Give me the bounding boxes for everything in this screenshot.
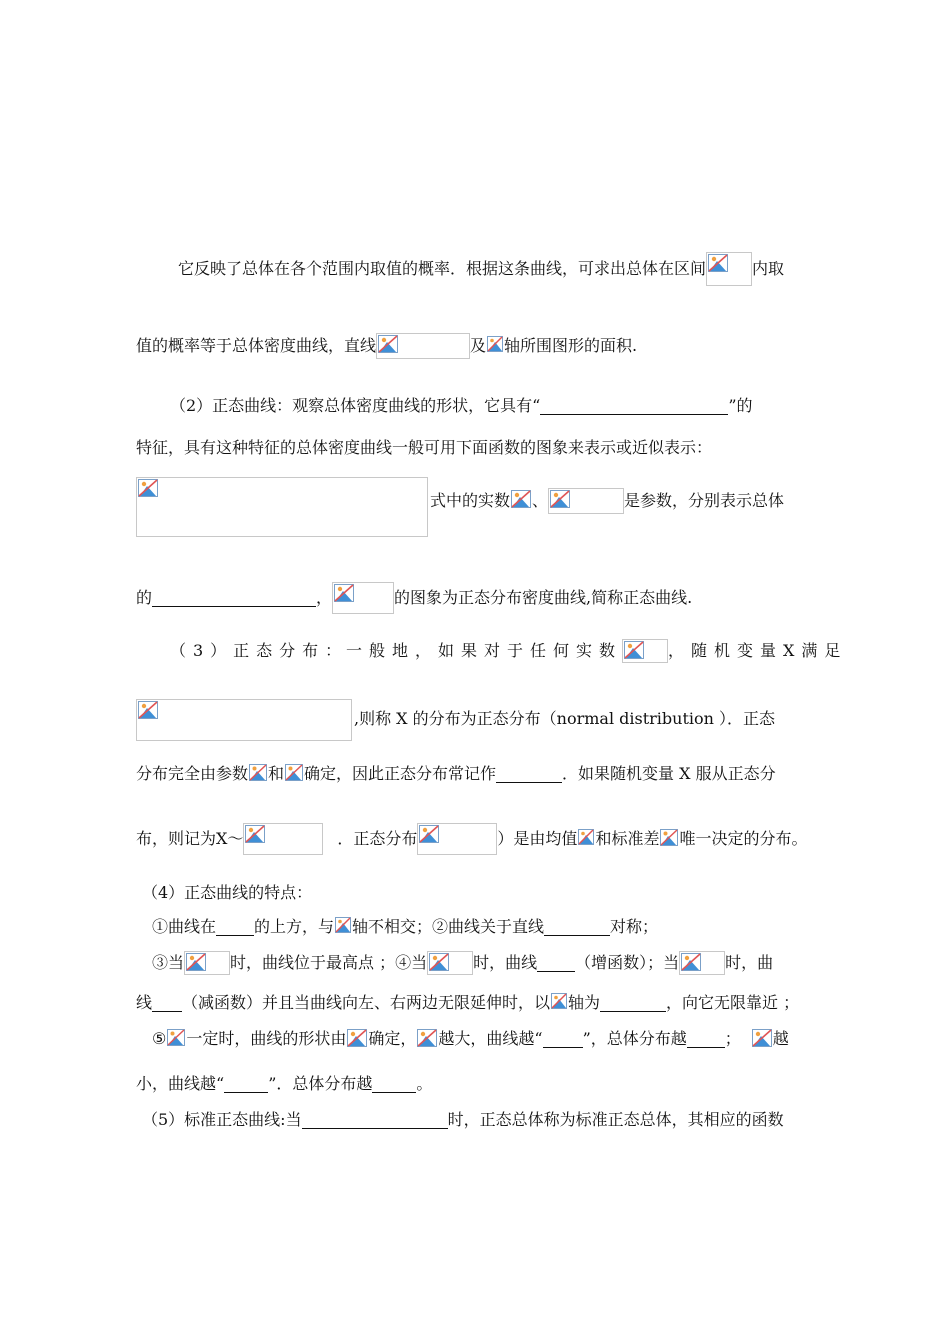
text: 分布完全由参数 [136, 763, 249, 783]
text: ”．总体分布越 [268, 1073, 373, 1093]
text: ”的 [728, 395, 753, 415]
text: 越大，曲线越“ [438, 1028, 543, 1048]
row-11 [142, 880, 312, 905]
broken-image-icon [708, 254, 728, 272]
broken-image-icon [752, 1029, 772, 1047]
text: 。 [416, 1073, 433, 1093]
sigma-image-placeholder [284, 763, 304, 785]
mu-image-placeholder [510, 489, 532, 513]
broken-image-icon [138, 479, 158, 497]
broken-image-icon [429, 953, 449, 971]
broken-image-icon [335, 917, 351, 933]
sigma-image-placeholder [548, 488, 624, 514]
text: 是参数，分别表示总体 [624, 491, 785, 510]
broken-image-icon [378, 335, 398, 353]
text: 它反映了总体在各个范围内取值的概率．根据这条曲线，可求出总体在区间 [178, 259, 707, 278]
broken-image-icon [551, 993, 567, 1009]
sigma-image-placeholder [751, 1028, 773, 1050]
text: 轴所围图形的面积. [504, 336, 638, 355]
broken-image-icon [419, 825, 439, 843]
mean-image-placeholder [577, 828, 595, 850]
curve-image-placeholder [332, 582, 394, 614]
text: 时，曲线 [473, 952, 538, 972]
x-lt-mu-image-placeholder [427, 951, 473, 975]
text: 内取 [752, 259, 785, 278]
text: 唯一决定的分布。 [679, 829, 808, 848]
row-8 [136, 699, 352, 741]
text: 对称； [610, 916, 659, 936]
text: 式中的实数 [430, 491, 511, 510]
row-13 [152, 950, 773, 975]
text: ， [316, 588, 333, 607]
std-image-placeholder [659, 828, 679, 850]
row-9 [136, 761, 776, 786]
row-4 [136, 435, 712, 460]
answer-blank[interactable] [544, 918, 610, 936]
broken-image-icon [285, 764, 303, 781]
text: 小，曲线越“ [136, 1073, 225, 1093]
text: 特征，具有这种特征的总体密度曲线一般可用下面函数的图象来表示或近似表示： [136, 437, 713, 457]
text: ①曲线在 [152, 916, 217, 936]
broken-image-icon [681, 953, 701, 971]
text: ．如果随机变量 X 服从正态分 [562, 763, 776, 783]
x-axis-image-placeholder [550, 992, 568, 1014]
text: （3）正态分布： [170, 640, 349, 660]
text: 的 [136, 588, 153, 607]
probability-formula-image-placeholder [136, 699, 352, 741]
broken-image-icon [167, 1029, 185, 1046]
normal-distribution-image-placeholder [417, 823, 497, 855]
text: 时，曲线位于最高点 ；④当 [230, 952, 428, 972]
text: ,则称 X 的分布为正态分布（normal distribution ）．正态 [354, 708, 776, 728]
answer-blank[interactable] [496, 765, 562, 783]
broken-image-icon [511, 490, 531, 508]
text: 时，正态总体称为标准正态总体，其相应的函数 [447, 1109, 784, 1129]
text: （减函数）并且当曲线向左、右两边无限延伸时，以 [182, 992, 551, 1012]
text: 一般地，如果对于任何实数 [346, 640, 623, 660]
text: ）是由均值 [497, 829, 578, 848]
text: 的图象为正态分布密度曲线,简称正态曲线. [394, 588, 693, 607]
text: 一定时，曲线的形状由 [186, 1028, 347, 1048]
density-formula-image-placeholder [136, 477, 428, 537]
answer-blank[interactable] [152, 994, 182, 1012]
text: ⑤ [152, 1028, 167, 1048]
answer-blank[interactable] [152, 589, 316, 607]
broken-image-icon [249, 764, 267, 781]
text: （2）正态曲线：观察总体密度曲线的形状，它具有“ [170, 395, 541, 415]
broken-image-icon [138, 701, 158, 719]
answer-blank[interactable] [216, 918, 254, 936]
text: 确定，因此正态分布常记作 [304, 763, 497, 783]
text: 轴不相交；②曲线关于直线 [352, 916, 545, 936]
row-14 [136, 990, 799, 1015]
answer-blank[interactable] [687, 1030, 725, 1048]
x-axis-image-placeholder [334, 916, 352, 938]
row-8-text [354, 706, 775, 731]
broken-image-icon [487, 336, 503, 352]
answer-blank[interactable] [224, 1075, 268, 1093]
answer-blank[interactable] [302, 1111, 448, 1129]
normal-notation-image-placeholder [243, 823, 323, 855]
answer-blank[interactable] [540, 397, 728, 415]
broken-image-icon [245, 825, 265, 843]
text: 布，则记为X～ [136, 829, 244, 848]
answer-blank[interactable] [372, 1075, 416, 1093]
text: 轴为 [568, 992, 601, 1012]
row-2 [136, 333, 637, 359]
mu-image-placeholder [166, 1028, 186, 1050]
answer-blank[interactable] [537, 954, 575, 972]
broken-image-icon [417, 1029, 437, 1047]
text: ．正态分布 [337, 829, 418, 848]
text: 的上方，与 [254, 916, 335, 936]
text: ； [724, 1028, 741, 1048]
text: ”，总体分布越 [582, 1028, 687, 1048]
row-7b [346, 638, 847, 663]
text: ，随机变量X满足 [668, 640, 848, 660]
broken-image-icon [186, 953, 206, 971]
text: 线 [136, 992, 153, 1012]
row-16 [136, 1071, 432, 1096]
text: ③当 [152, 952, 185, 972]
broken-image-icon [578, 829, 594, 845]
sigma-image-placeholder [346, 1028, 368, 1050]
row-6 [136, 582, 692, 614]
interval-image-placeholder [706, 252, 752, 286]
text: ，向它无限靠近 ； [666, 992, 800, 1012]
row-3 [170, 393, 753, 418]
row-7 [170, 638, 348, 663]
row-5-text [430, 488, 784, 514]
sigma-image-placeholder [416, 1028, 438, 1050]
mu-image-placeholder [248, 763, 268, 785]
text: 值的概率等于总体密度曲线，直线 [136, 336, 377, 355]
text: （增函数）；当 [575, 952, 680, 972]
broken-image-icon [347, 1029, 367, 1047]
row-12 [152, 914, 658, 939]
text: （5）标准正态曲线:当 [142, 1109, 302, 1129]
x-eq-mu-image-placeholder [184, 951, 230, 975]
text: 时，曲 [725, 952, 774, 972]
row-15 [152, 1026, 789, 1051]
broken-image-icon [334, 584, 354, 602]
broken-image-icon [624, 641, 644, 659]
row-10 [136, 823, 807, 855]
row-1 [178, 252, 784, 286]
text: 和标准差 [595, 829, 660, 848]
broken-image-icon [550, 490, 570, 508]
text: 及 [470, 336, 487, 355]
broken-image-icon [660, 829, 678, 846]
section-heading: （4）正态曲线的特点： [142, 882, 313, 902]
x-gt-mu-image-placeholder [679, 951, 725, 975]
text: 、 [532, 491, 549, 510]
real-a-image-placeholder [622, 639, 668, 663]
text: 确定， [368, 1028, 417, 1048]
axis-image-placeholder [486, 335, 504, 357]
answer-blank[interactable] [600, 994, 666, 1012]
row-17 [142, 1107, 784, 1132]
text: 和 [268, 763, 285, 783]
text: 越 [772, 1028, 789, 1048]
answer-blank[interactable] [543, 1030, 583, 1048]
row-5 [136, 477, 428, 537]
lines-image-placeholder [376, 333, 470, 359]
